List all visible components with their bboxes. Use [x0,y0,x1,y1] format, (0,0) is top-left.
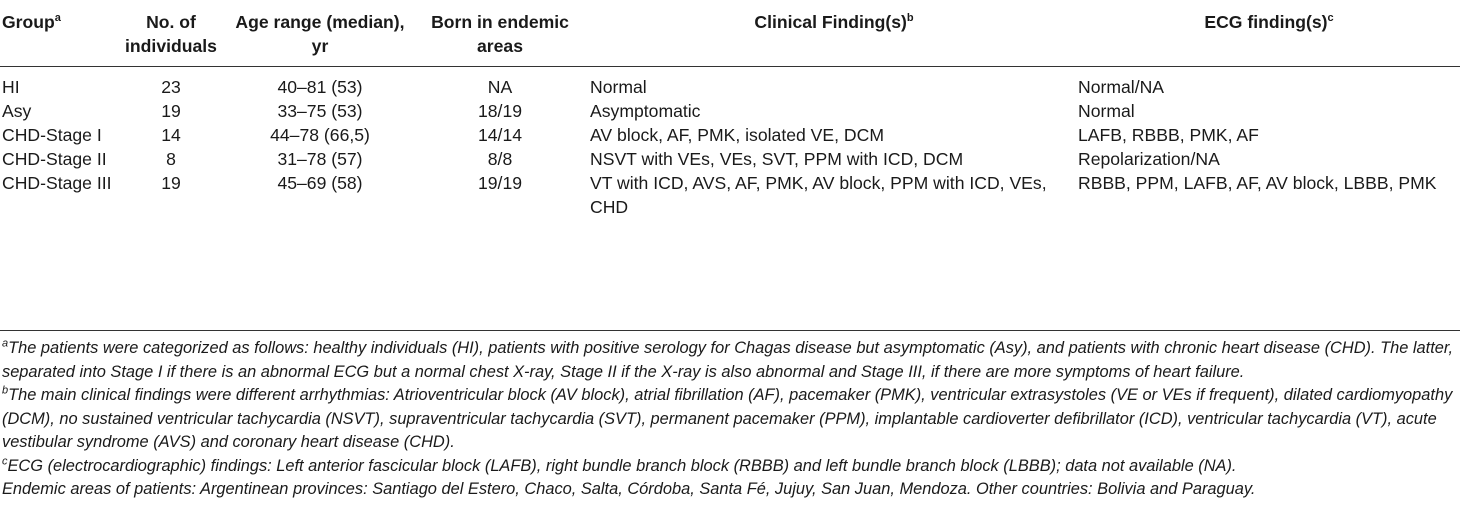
cell-group: CHD-Stage III [2,173,112,193]
cell-born-endemic: 19/19 [477,173,523,193]
cell-age-range: 33–75 (53) [277,101,363,121]
cell-age-range: 40–81 (53) [277,77,363,97]
header-row [0,4,1460,67]
table-row [0,99,1460,123]
cell-age-range: 31–78 (57) [277,149,363,169]
header-ecg: ECG $finding(s)^c$ [1204,12,1334,32]
footnote-a: $^a$The patients were categorized as follows: healthy individuals (HI), patients with positive serology for Chagas disease but asymptomatic (Asy), and patients with chronic heart disease (CHD). The latter, separated into Stage I if there is an abnormal ECG but a normal chest X-ray, Stage II if the X-ray is also abnormal and Stage III, if there are more symptoms of heart failure. [2,337,1453,381]
cell-ecg: RBBB, PPM, LAFB, AF, AV block, LBBB, PMK [1078,173,1437,193]
cell-age-range: 45–69 (58) [277,173,363,193]
cell-individuals: 19 [161,173,181,193]
cell-group: CHD-Stage II [2,149,107,169]
cell-age-range: 44–78 (66,5) [270,125,370,145]
cell-individuals: 8 [166,149,176,169]
footnote-endemic-areas: Endemic areas of patients: Argentinean provinces: Santiago del Estero, Chaco, Salta, Córdoba, Santa Fé, Jujuy, San Juan, Mendoza. Other countries: Bolivia and Paraguay. [2,480,1256,498]
cell-individuals: 14 [161,125,181,145]
header-individuals: No. of individuals [125,12,217,56]
cell-clinical: Asymptomatic [590,101,701,121]
cell-clinical: Normal [590,77,647,97]
cell-born-endemic: NA [487,77,513,97]
cell-clinical: NSVT with VEs, VEs, SVT, PPM with ICD, DCM [590,149,964,169]
table-footnotes [0,330,1460,502]
cell-ecg: Normal [1078,101,1135,121]
cell-group: HI [2,77,20,97]
header-clinical: Clinical $Finding(s)^b$ [754,12,914,32]
data-table [0,4,1460,229]
cell-ecg: LAFB, RBBB, PMK, AF [1078,125,1259,145]
table-row [0,123,1460,147]
cell-individuals: 19 [161,101,181,121]
cell-born-endemic: 14/14 [477,125,523,145]
header-age-range: Age range (median), yr [235,12,405,56]
table-row [0,147,1460,171]
cell-clinical: AV block, AF, PMK, isolated VE, DCM [590,125,884,145]
cell-ecg: Repolarization/NA [1078,149,1220,169]
header-born-endemic: Born in endemic areas [431,12,569,56]
cell-ecg: Normal/NA [1078,77,1165,97]
table-row [0,171,1460,229]
cell-clinical: VT with ICD, AVS, AF, PMK, AV block, PPM with ICD, VEs, CHD [590,173,1047,217]
cell-individuals: 23 [161,77,181,97]
cell-group: Asy [2,101,32,121]
cell-born-endemic: 8/8 [487,149,513,169]
cell-born-endemic: 18/19 [477,101,523,121]
cell-group: CHD-Stage I [2,125,102,145]
footnote-c: $^c$ECG (electrocardiographic) findings: Left anterior fascicular block (LAFB), right bundle branch block (RBBB) and left bundle branch block (LBBB); data not available (NA). [2,455,1237,475]
footnote-b: $^b$The main clinical findings were different arrhythmias: Atrioventricular block (AV block), atrial fibrillation (AF), pacemaker (PMK), ventricular extrasystoles (VE or VEs if frequent), dilated cardiomyopathy (DCM), no sustained ventricular tachycardia (NSVT), supraventricular tachycardia (SVT), permanent pacemaker (PPM), implantable cardioverter defibrillator (ICD), ventricular tachycardia (VT), acute vestibular syndrome (AVS) and coronary heart disease (CHD). [2,384,1453,451]
header-group: Group$^a$ [2,12,61,32]
table-row [0,67,1460,100]
